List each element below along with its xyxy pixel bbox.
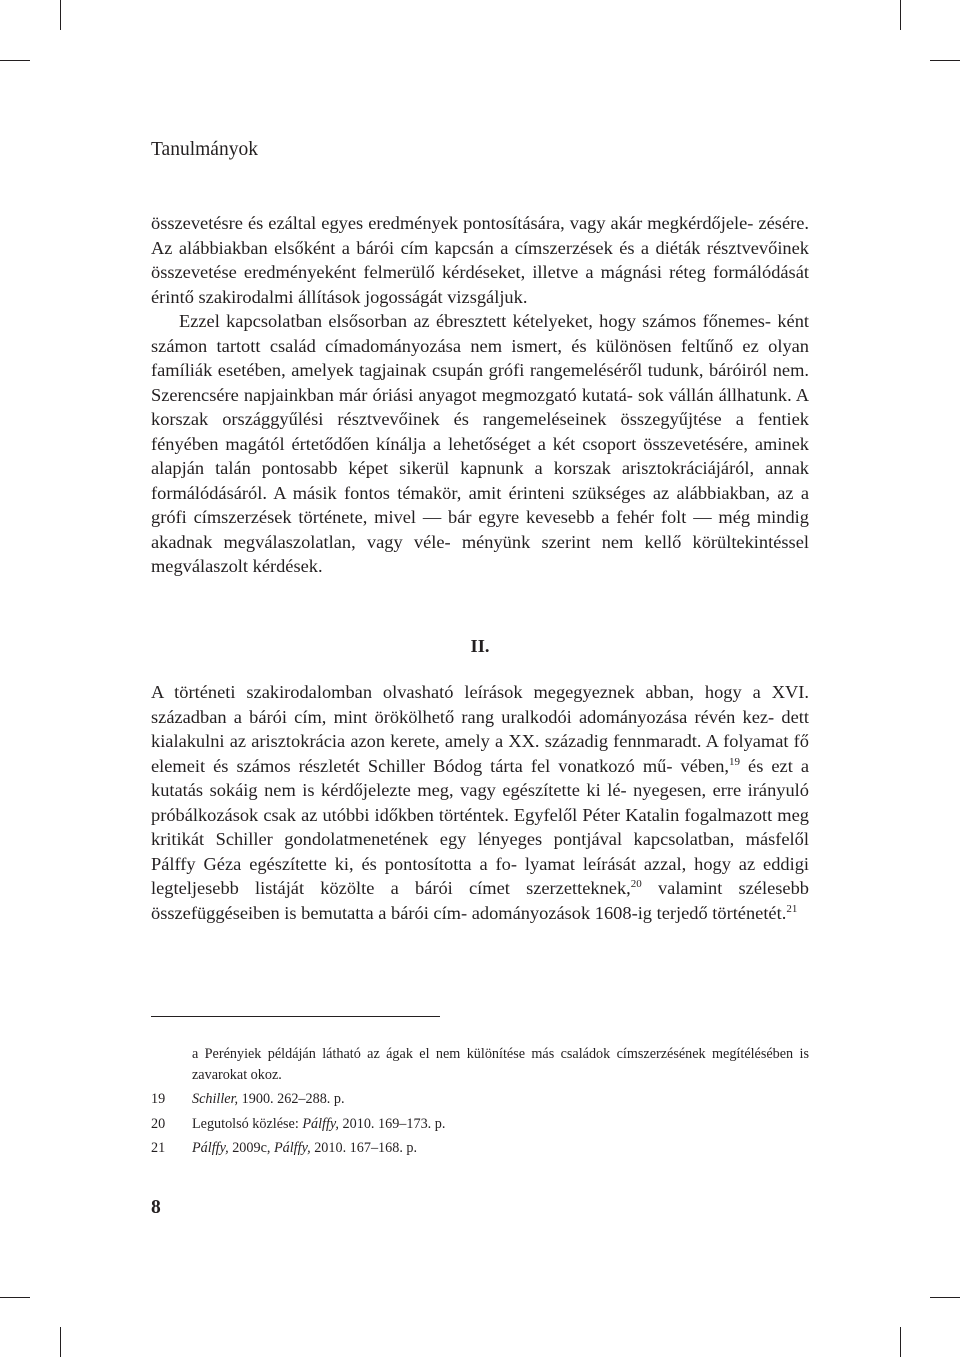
footnote-text: a Perényiek példáján látható az ágak el nem különítése más családok címszerzésének megítélésében is zavarokat okoz. <box>192 1046 809 1083</box>
text-line: ként számon tartott család címadományozása nem ismert, és különösen feltűnő ez <box>151 311 810 356</box>
text-line: zésére. Az alábbiakban elsőként a bárói cím kapcsán a címszerzések és a diéták <box>151 213 810 258</box>
footnote-ref-19[interactable]: 19 <box>729 755 741 768</box>
footnote-author: Pálffy, <box>302 1116 339 1132</box>
text-line: folyamat fő elemeit és számos részletét Schiller Bódog tárta fel vonatkozó mű- <box>151 731 809 776</box>
footnote-number: 21 <box>151 1140 166 1156</box>
footnote-author: Pálffy, <box>192 1140 229 1156</box>
text-line: Ezzel kapcsolatban elsősorban az ébresztett kételyeket, hogy számos főnemes- <box>179 311 772 331</box>
footnote-citation: 2009c, <box>228 1140 274 1156</box>
text-line: valamint szélesebb összefüggéseiben is bemutatta a bárói cím- <box>151 878 809 923</box>
footnote-text <box>192 1089 809 1110</box>
text-line: szerzetteknek, <box>526 878 631 898</box>
crop-mark <box>60 0 61 30</box>
text-line: összevetésre és ezáltal egyes eredmények pontosítására, vagy akár megkérdőjele- <box>151 213 754 233</box>
text-line: érinteni szükséges az alábbiakban, az a grófi címszerzések története, mivel — bár <box>151 482 809 527</box>
footnote-author: Pálffy, <box>273 1140 311 1156</box>
text-line: adományozások 1608-ig terjedő történetét. <box>471 902 787 923</box>
text-line: Péter Katalin fogalmazott meg kritikát Schiller gondolatmenetének egy lényeges <box>151 804 809 849</box>
paragraph <box>151 309 809 579</box>
text-line: báróiról nem. Szerencsére napjainkban már óriási anyagot megmozgató kutatá- <box>151 360 809 405</box>
paragraph <box>151 680 809 925</box>
text-line: ményünk szerint nem kellő körültekintéssel megválaszolt kérdések. <box>151 531 809 576</box>
text-line: résztvevőinek összevetése eredményeként felmerülő kérdéseket, illetve a mágnási <box>151 237 809 282</box>
footnote-text <box>192 1138 809 1159</box>
text-line: A történeti szakirodalomban olvasható leírások megegyeznek abban, hogy a XVI. <box>151 682 809 702</box>
text-line: sok vállán állhatunk. A korszak országgyűlési résztvevőinek és rangemeléseinek <box>151 384 810 429</box>
text-line: egyre kevesebb a fehér folt — még mindig akadnak megválaszolatlan, vagy véle- <box>151 507 809 552</box>
crop-mark <box>900 1327 901 1357</box>
crop-mark <box>60 1327 61 1357</box>
footnote-citation: 2010. 167–168. p. <box>310 1140 418 1156</box>
footnote-continuation <box>151 1044 809 1086</box>
text-line: olyan famíliák esetében, amelyek tagjainak csupán grófi rangemeléséről tudunk, <box>151 335 809 380</box>
text-line: és ezt a kutatás sokáig nem is kérdőjelezte meg, vagy egészítette ki lé- <box>151 755 809 800</box>
page-number: 8 <box>151 1197 161 1218</box>
crop-mark <box>930 60 960 61</box>
footnote-20 <box>151 1114 809 1135</box>
footnote-divider <box>151 1016 440 1017</box>
text-line: réteg formálódását érintő szakirodalmi állítások jogosságát vizsgáljuk. <box>151 262 809 307</box>
crop-mark <box>900 0 901 30</box>
footnote-prefix: Legutolsó közlése: <box>192 1116 303 1132</box>
footnote-citation: 2010. 169–173. p. <box>338 1116 446 1132</box>
footnote-19 <box>151 1089 809 1110</box>
text-line: nyegesen, erre irányuló próbálkozások csak az utóbbi időkben történtek. Egyfelől <box>151 780 809 825</box>
text-line: században a bárói cím, mint örökölhető rang uralkodói adományozása révén kez- <box>151 706 775 727</box>
text-line: pontjával kapcsolatban, másfelől Pálffy Géza egészítette ki, és pontosította a fo- <box>151 829 809 874</box>
section-heading: II. <box>470 636 490 656</box>
paragraph <box>151 211 809 309</box>
footnote-ref-20[interactable]: 20 <box>630 877 642 890</box>
text-line: csoport összevetésére, aminek alapján talán pontosabb képet sikerül kapnunk a <box>151 433 809 478</box>
crop-mark <box>930 1297 960 1298</box>
text-line: lyamat leírását azzal, hogy az eddigi legteljesebb listáját közölte a bárói címet <box>151 853 810 898</box>
footnote-ref-21[interactable]: 21 <box>786 902 798 915</box>
crop-mark <box>0 1297 30 1298</box>
footnote-21 <box>151 1138 809 1159</box>
footnote-author: Schiller, <box>192 1091 239 1107</box>
body-text-section-2 <box>151 680 809 925</box>
text-line: összegyűjtése a fentiek fényében magától értetődően kínálja a lehetőséget a két <box>151 409 809 454</box>
crop-mark <box>0 60 30 61</box>
footnote-number: 19 <box>151 1091 166 1107</box>
body-text-section-1 <box>151 211 809 579</box>
footnote-number: 20 <box>151 1116 166 1132</box>
running-header: Tanulmányok <box>151 139 258 160</box>
text-line: korszak arisztokráciájáról, annak formálódásáról. A másik fontos témakör, amit <box>151 458 809 503</box>
footnote-citation: 1900. 262–288. p. <box>238 1091 345 1107</box>
footnote-text <box>192 1114 809 1135</box>
text-line: vében, <box>680 755 730 776</box>
text-line: dett kialakulni az arisztokrácia azon kerete, amely a XX. századig fennmaradt. A <box>151 706 809 751</box>
